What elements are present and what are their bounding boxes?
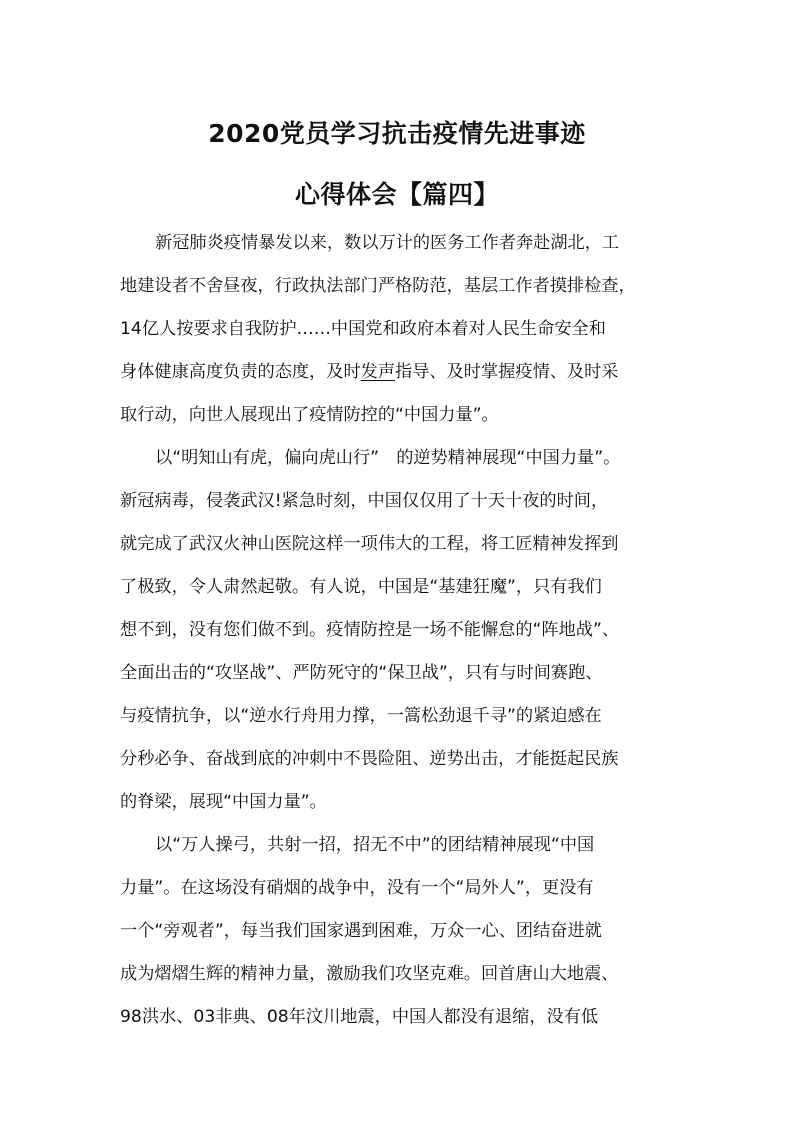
paragraph-line: 14亿人按要求自我防护……中国党和政府本着对人民生命安全和 — [120, 319, 606, 339]
paragraph-line: 取行动，向世人展现出了疫情防控的“中国力量”。 — [120, 405, 499, 425]
document-title-line-1: 2020党员学习抗击疫情先进事迹 — [208, 119, 586, 148]
paragraph-line: 一个“旁观者”，每当我们国家遇到困难，万众一心、团结奋进就 — [120, 921, 602, 941]
paragraph-line: 就完成了武汉火神山医院这样一项伟大的工程，将工匠精神发挥到 — [120, 534, 619, 554]
paragraph-line: 98洪水、03非典、08年汶川地震，中国人都没有退缩，没有低 — [120, 1007, 599, 1027]
underlined-text: 发声 — [360, 362, 396, 382]
document-title-line-2: 心得体会【篇四】 — [294, 180, 499, 209]
text-segment: 身体健康高度负责的态度，及时 — [120, 362, 361, 382]
paragraph-line: 以“万人操弓，共射一招，招无不中”的团结精神展现“中国 — [155, 835, 595, 855]
paragraph-line: 新冠肺炎疫情暴发以来，数以万计的医务工作者奔赴湖北，工 — [155, 233, 620, 253]
paragraph-line: 分秒必争、奋战到底的冲刺中不畏险阻、逆势出击，才能挺起民族 — [120, 749, 619, 769]
paragraph-line: 全面出击的“攻坚战”、严防死守的“保卫战”，只有与时间赛跑、 — [120, 663, 603, 683]
paragraph-line: 想不到，没有您们做不到。疫情防控是一场不能懈怠的“阵地战”、 — [120, 620, 620, 640]
paragraph-line: 以“明知山有虎，偏向虎山行” 的逆势精神展现“中国力量”。 — [155, 448, 621, 468]
paragraph-line: 新冠病毒，侵袭武汉!紧急时刻，中国仅仅用了十天十夜的时间， — [120, 491, 609, 511]
paragraph-line: 的脊梁，展现“中国力量”。 — [120, 792, 327, 812]
paragraph-line: 力量”。在这场没有硝烟的战争中，没有一个“局外人”，更没有 — [120, 878, 594, 898]
paragraph-line: 与疫情抗争，以“逆水行舟用力撑，一篙松劲退千寻”的紧迫感在 — [120, 706, 602, 726]
text-segment: 指导、及时掌握疫情、及时采 — [395, 362, 619, 382]
paragraph-line: 地建设者不舍昼夜，行政执法部门严格防范，基层工作者摸排检查， — [120, 276, 636, 296]
paragraph-line — [120, 360, 680, 384]
paragraph-line: 了极致，令人肃然起敬。有人说，中国是“基建狂魔”，只有我们 — [120, 577, 602, 597]
paragraph-line: 成为熠熠生辉的精神力量，激励我们攻坚克难。回首唐山大地震、 — [120, 964, 619, 984]
